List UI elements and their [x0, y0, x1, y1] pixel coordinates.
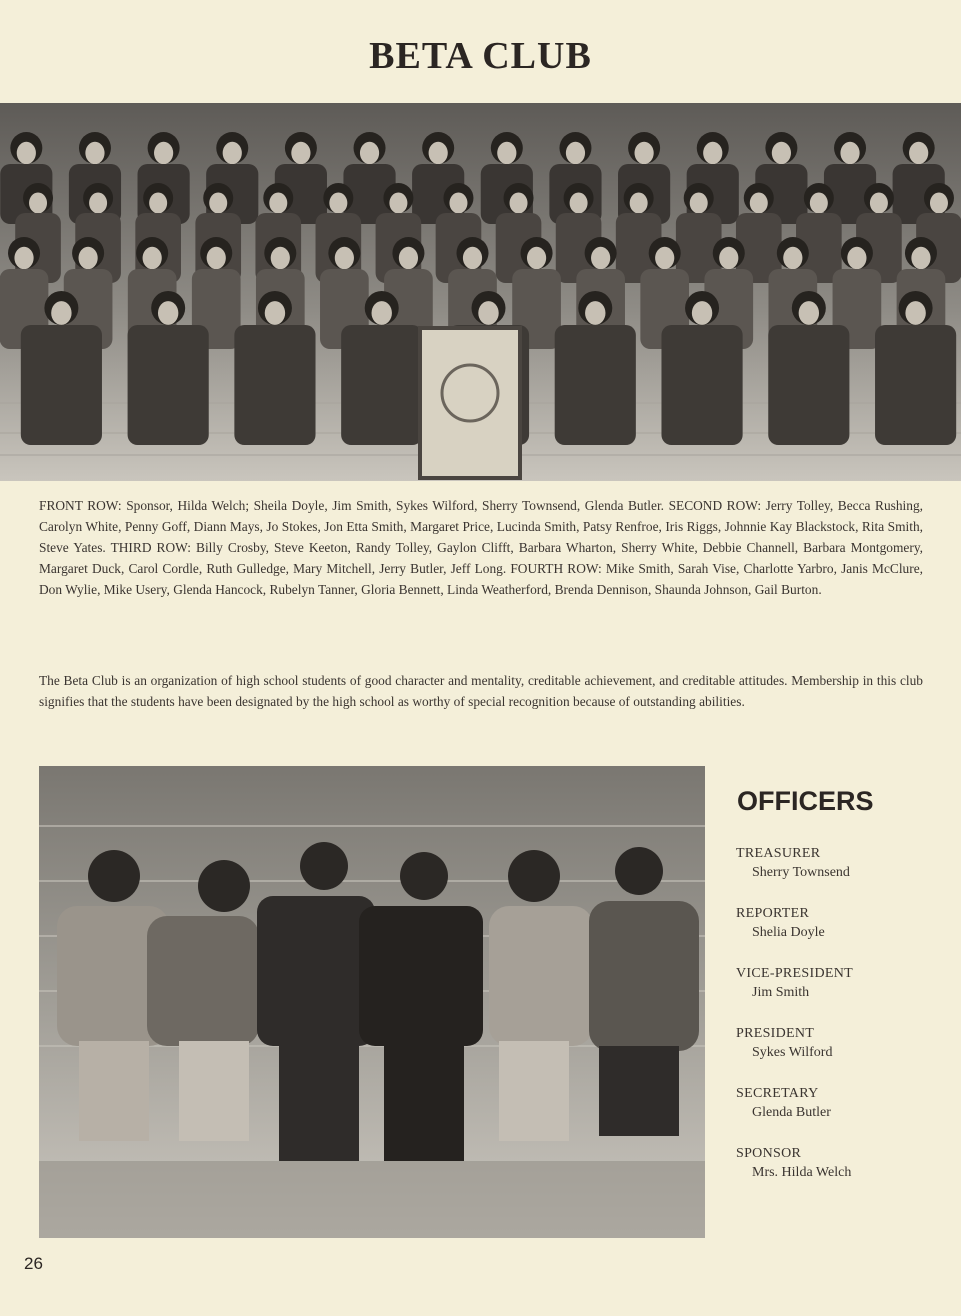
photo-caption: FRONT ROW: Sponsor, Hilda Welch; Sheila Doyle, Jim Smith, Sykes Wilford, Sherry Townsend, Glenda Butler. SECOND ROW: Jerry Tolley, Becca Rushing, Carolyn White, Penny Goff, Diann Mays, Jo Stokes, Jon Etta Smith, Margaret Price, Lucinda Smith, Patsy Renfroe, Iris Riggs, Johnnie Kay Blackstock, Rita Smith, Steve Yates. THIRD ROW: Billy Crosby, Steve Keeton, Randy Tolley, Gaylon Clifft, Barbara Wharton, Sherry White, Debbie Channell, Barbara Montgomery, Margaret Duck, Carol Cordle, Ruth Gulledge, Mary Mitchell, Jerry Butler, Jeff Long. FOURTH ROW: Mike Smith, Sarah Vise, Charlotte Yarbro, Janis McClure, Don Wylie, Mike Usery, Glenda Hancock, Rubelyn Tanner, Gloria Bennett, Linda Weatherford, Brenda Dennison, Shaunda Johnson, Gail Burton.: [39, 498, 923, 597]
officer-role: REPORTER: [736, 906, 810, 921]
officer-role: VICE-PRESIDENT: [736, 966, 853, 981]
officer-name: Sykes Wilford: [752, 1045, 833, 1060]
officer-name: Jim Smith: [752, 985, 810, 1000]
officer-sponsor: [736, 1145, 936, 1183]
club-description: The Beta Club is an organization of high school students of good character and mentality, creditable achievement, and creditable attitudes. Membership in this club signifies that the students have been designated by the high school as worthy of special recognition because of outstanding abilities.: [39, 673, 923, 709]
officer-treasurer: [736, 845, 936, 883]
officer-reporter: [736, 905, 936, 943]
page-title: BETA CLUB: [369, 35, 592, 77]
officer-name: Mrs. Hilda Welch: [752, 1165, 852, 1180]
officers-heading: OFFICERS: [737, 786, 874, 816]
officer-name: Glenda Butler: [752, 1105, 831, 1120]
officer-role: SPONSOR: [736, 1146, 802, 1161]
officer-president: [736, 1025, 936, 1063]
officer-name: Sherry Townsend: [752, 865, 850, 880]
officers-photo: [39, 766, 705, 1238]
officer-role: TREASURER: [736, 846, 821, 861]
officer-list: [736, 845, 936, 1205]
officer-name: Shelia Doyle: [752, 925, 825, 940]
officer-role: SECRETARY: [736, 1086, 819, 1101]
page-number: 26: [24, 1254, 43, 1273]
officer-secretary: [736, 1085, 936, 1123]
officer-role: PRESIDENT: [736, 1026, 815, 1041]
group-photo: [0, 103, 961, 481]
officer-vice-president: [736, 965, 936, 1003]
